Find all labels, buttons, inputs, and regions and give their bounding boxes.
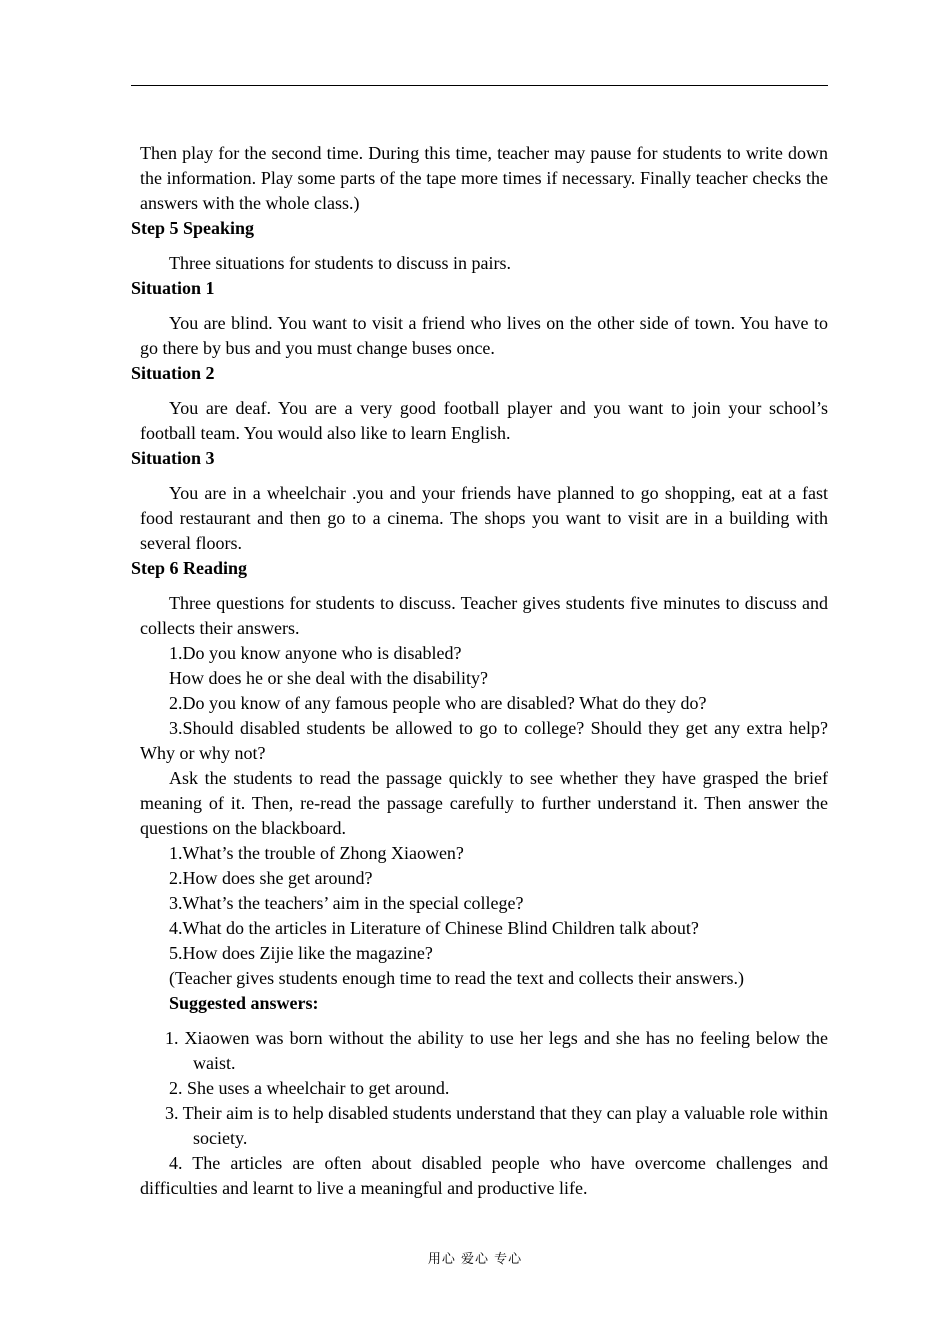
page-footer: 用心 爱心 专心 (427, 1252, 523, 1267)
situation2-heading: Situation 2 (131, 363, 215, 383)
answer-1: 1. Xiaowen was born without the ability to use her legs and she has no feeling below the waist. (165, 1028, 828, 1073)
situation3-heading: Situation 3 (131, 448, 215, 468)
situation1-text: You are blind. You want to visit a friend who lives on the other side of town. You have to go there by bus and you must change buses once. (140, 313, 828, 358)
reading-question-4: 4.What do the articles in Literature of Chinese Blind Children talk about? (169, 918, 699, 938)
reading-question-1: 1.What’s the trouble of Zhong Xiaowen? (169, 843, 464, 863)
situation3-text: You are in a wheelchair .you and your friends have planned to go shopping, eat at a fast food restaurant and then go to a cinema. The shops you want to visit are in a building with several floors. (140, 483, 828, 553)
situation1-heading: Situation 1 (131, 278, 215, 298)
paragraph-discussion-intro: Three questions for students to discuss. Teacher gives students five minutes to discuss and collects their answers. (140, 593, 828, 638)
header-rule (131, 85, 828, 86)
question-2: 2.Do you know of any famous people who are disabled? What do they do? (169, 693, 707, 713)
question-3: 3.Should disabled students be allowed to go to college? Should they get any extra help? Why or why not? (140, 718, 828, 763)
answer-3: 3. Their aim is to help disabled students understand that they can play a valuable role within society. (165, 1103, 829, 1148)
step5-heading: Step 5 Speaking (131, 218, 255, 238)
reading-question-2: 2.How does she get around? (169, 868, 373, 888)
document-body (131, 141, 828, 1201)
question-1b: How does he or she deal with the disability? (169, 668, 488, 688)
question-1a: 1.Do you know anyone who is disabled? (169, 643, 462, 663)
paragraph-reading-instructions: Ask the students to read the passage quickly to see whether they have grasped the brief meaning of it. Then, re-read the passage carefully to further understand it. Then answer the questions on the blackboard. (140, 768, 828, 838)
reading-question-5: 5.How does Zijie like the magazine? (169, 943, 433, 963)
reading-question-3: 3.What’s the teachers’ aim in the special college? (169, 893, 524, 913)
answer-4: 4. The articles are often about disabled people who have overcome challenges and difficulties and learnt to live a meaningful and productive life. (140, 1153, 828, 1198)
suggested-answers-heading: Suggested answers: (169, 993, 319, 1013)
paragraph-situations-intro: Three situations for students to discuss in pairs. (169, 253, 511, 273)
paragraph-tape-instructions: Then play for the second time. During this time, teacher may pause for students to write down the information. Play some parts of the tape more times if necessary. Finally teacher checks the answers with the whole class.) (140, 143, 828, 213)
situation2-text: You are deaf. You are a very good football player and you want to join your school’s football team. You would also like to learn English. (140, 398, 828, 443)
step6-heading: Step 6 Reading (131, 558, 248, 578)
answer-2: 2. She uses a wheelchair to get around. (169, 1078, 450, 1098)
teacher-note: (Teacher gives students enough time to read the text and collects their answers.) (169, 968, 745, 988)
